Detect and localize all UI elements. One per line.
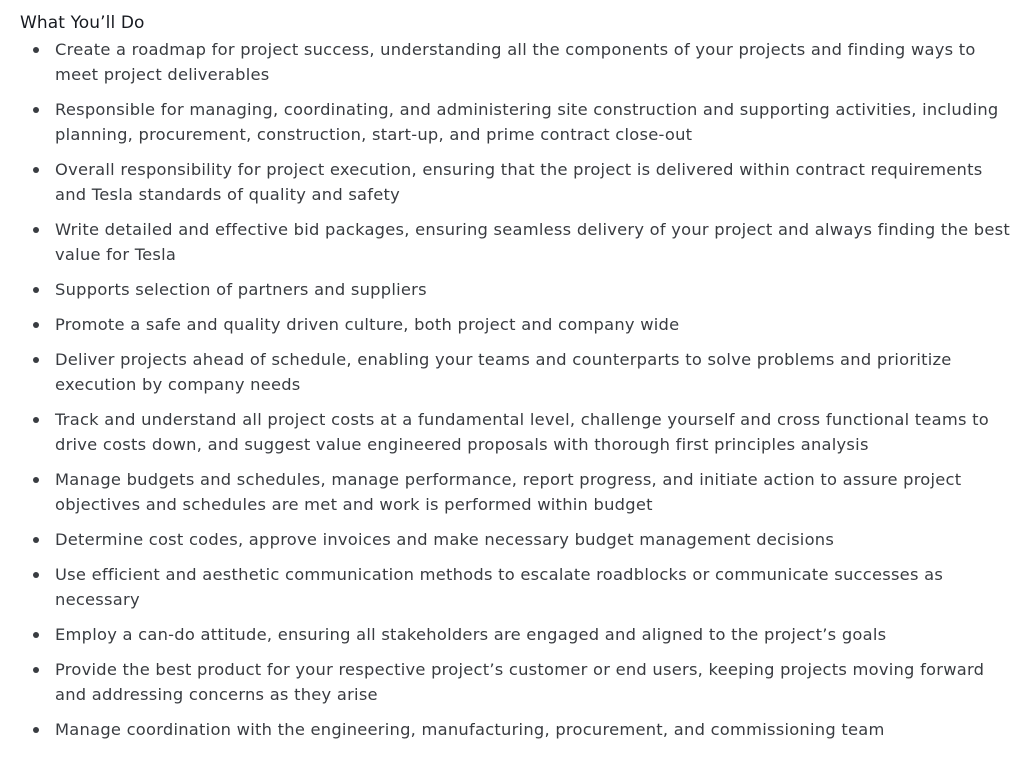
list-item [20,157,1010,207]
list-item [20,347,1010,397]
list-item-text: Determine cost codes, approve invoices and make necessary budget management decisions [55,530,835,549]
list-item [20,407,1010,457]
list-item [20,657,1010,707]
list-item-text: Overall responsibility for project execution, ensuring that the project is delivered within contract requirements and Tesla standards of quality and safety [55,160,983,204]
section-title: What You’ll Do [20,13,145,33]
list-item-text: Use efficient and aesthetic communication methods to escalate roadblocks or communicate successes as necessary [55,565,944,609]
list-item [20,277,1010,302]
list-item-text: Create a roadmap for project success, understanding all the components of your projects and finding ways to meet project deliverables [55,40,976,84]
responsibilities-section [20,10,1010,752]
list-item-text: Promote a safe and quality driven culture, both project and company wide [55,315,680,334]
list-item [20,467,1010,517]
list-item [20,562,1010,612]
list-item [20,37,1010,87]
list-item-text: Employ a can-do attitude, ensuring all stakeholders are engaged and aligned to the project’s goals [55,625,887,644]
list-item [20,622,1010,647]
list-item [20,97,1010,147]
list-item-text: Write detailed and effective bid packages, ensuring seamless delivery of your project and always finding the best value for Tesla [55,220,1010,264]
list-item [20,717,1010,742]
list-item [20,527,1010,552]
list-item-text: Track and understand all project costs at a fundamental level, challenge yourself and cross functional teams to drive costs down, and suggest value engineered proposals with thorough first principles analysis [55,410,990,454]
list-item [20,312,1010,337]
list-item-text: Supports selection of partners and suppliers [55,280,427,299]
list-item-text: Deliver projects ahead of schedule, enabling your teams and counterparts to solve problems and prioritize execution by company needs [55,350,952,394]
list-item-text: Manage budgets and schedules, manage performance, report progress, and initiate action to assure project objectives and schedules are met and work is performed within budget [55,470,962,514]
list-item [20,217,1010,267]
list-item-text: Responsible for managing, coordinating, and administering site construction and supporting activities, including planning, procurement, construction, start-up, and prime contract close-out [55,100,999,144]
responsibilities-list [20,37,1010,742]
list-item-text: Manage coordination with the engineering, manufacturing, procurement, and commissioning team [55,720,885,739]
list-item-text: Provide the best product for your respective project’s customer or end users, keeping projects moving forward and addressing concerns as they arise [55,660,985,704]
